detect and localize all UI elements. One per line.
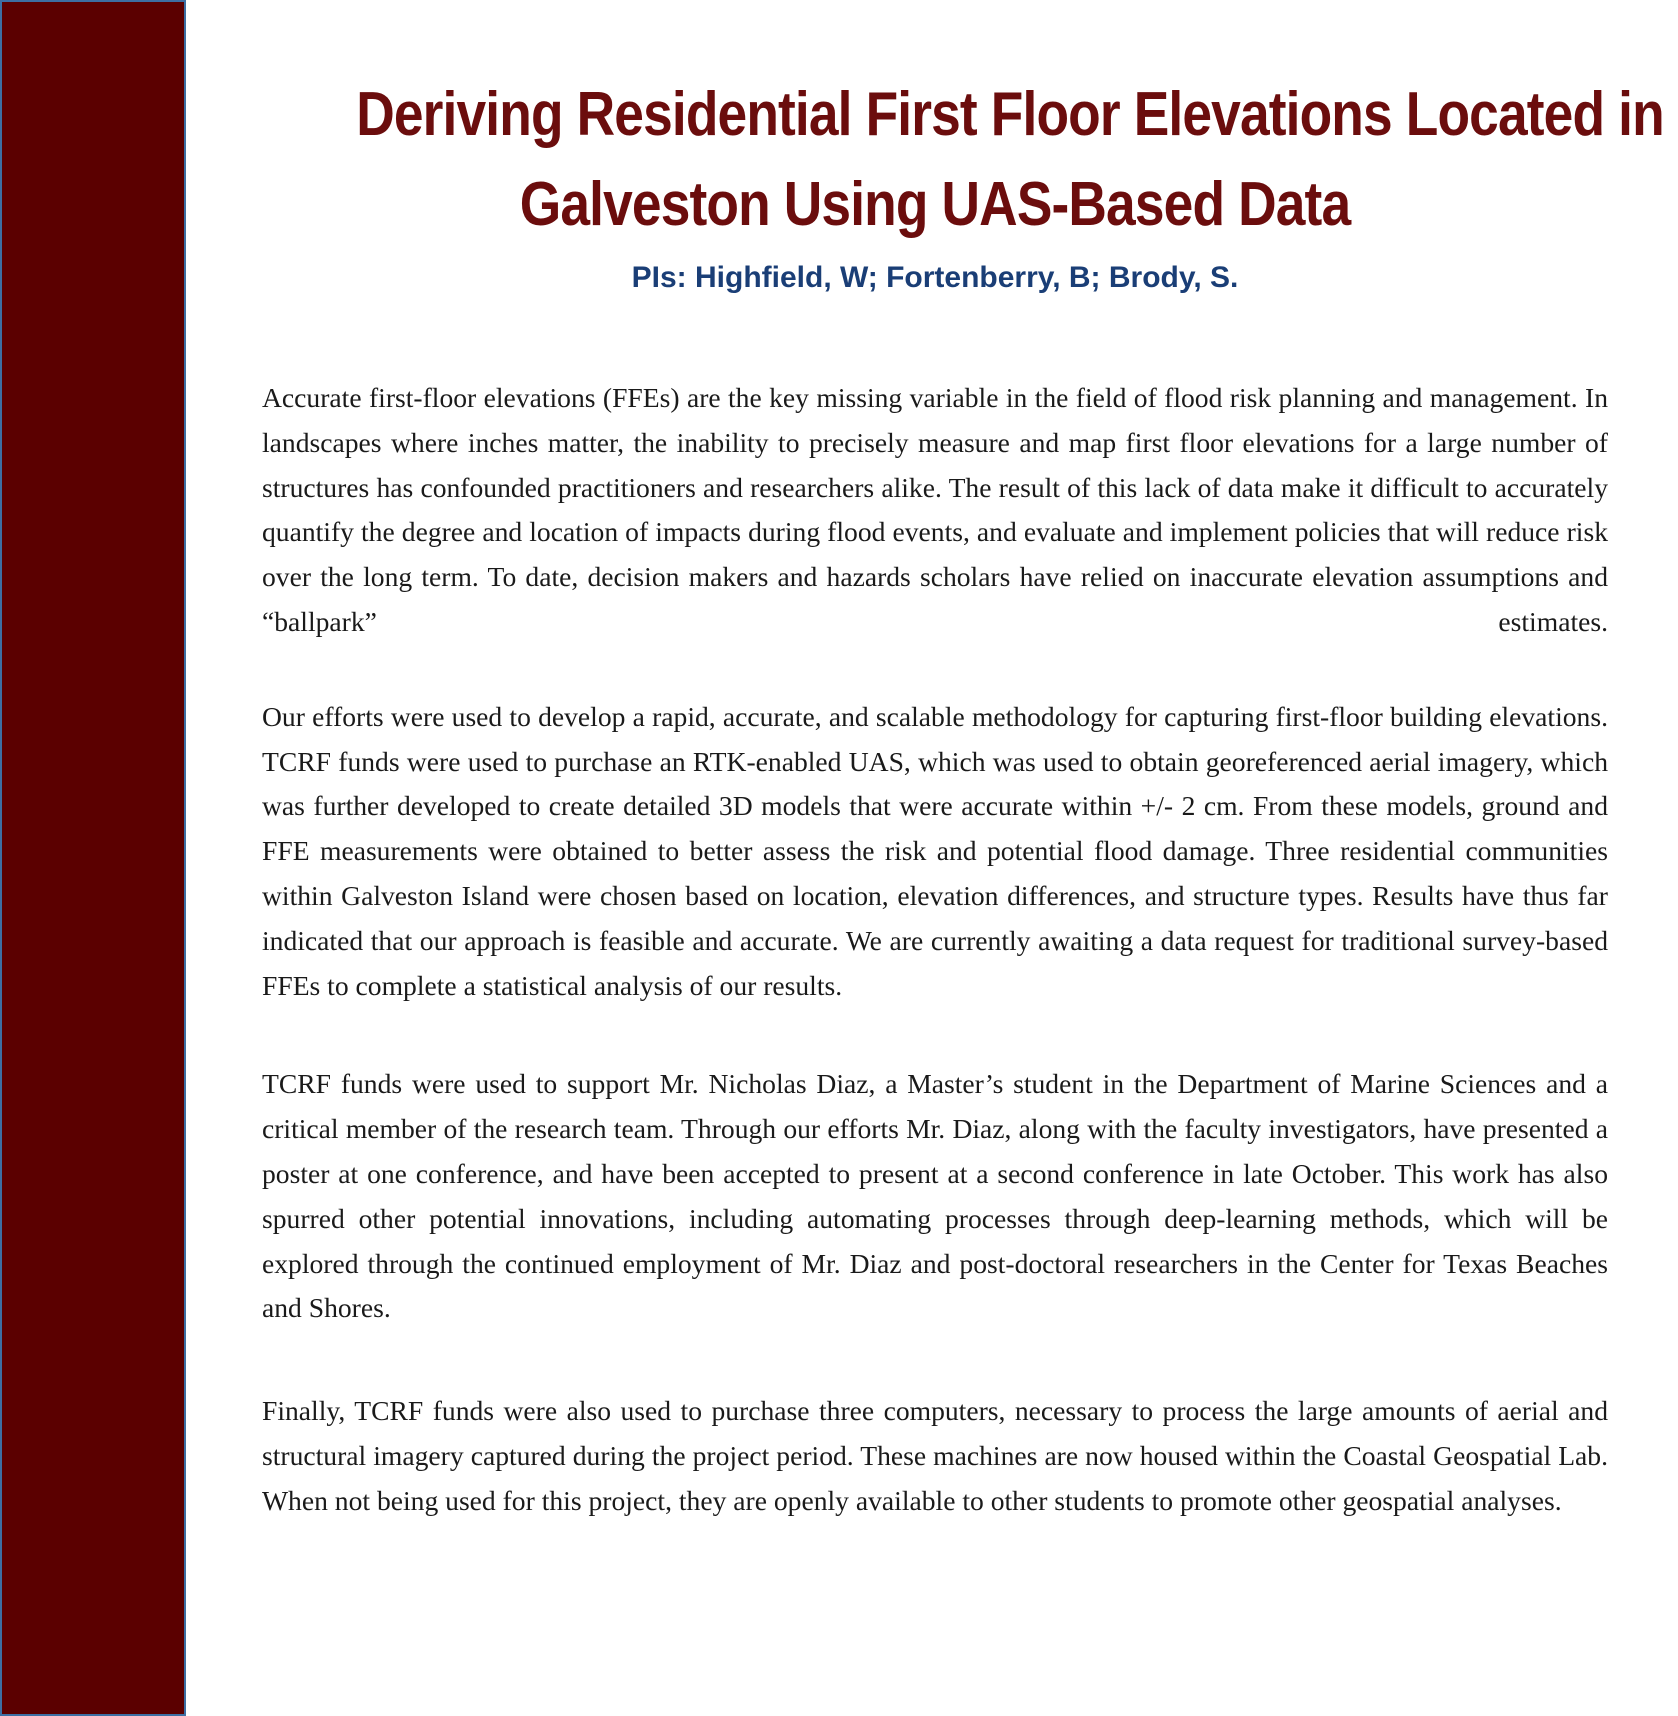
body-text	[262, 376, 1608, 1524]
paragraph-1: Accurate first-floor elevations (FFEs) are the key missing variable in the field of flood risk planning and management. In landscapes where inches matter, the inability to precisely measure and map first floor elevations for a large number of structures has confounded practitioners and researchers alike. The result of this lack of data make it difficult to accurately quantify the degree and location of impacts during flood events, and evaluate and implement policies that will reduce risk over the long term. To date, decision makers and hazards scholars have relied on inaccurate elevation assumptions and “ballpark” estimates.	[262, 382, 1608, 637]
document-content	[262, 70, 1664, 1524]
paragraph-2: Our efforts were used to develop a rapid, accurate, and scalable methodology for capturing first-floor building elevations. TCRF funds were used to purchase an RTK-enabled UAS, which was used to obtain georeferenced aerial imagery, which was further developed to create detailed 3D models that were accurate within +/- 2 cm. From these models, ground and FFE measurements were obtained to better assess the risk and potential flood damage. Three residential communities within Galveston Island were chosen based on location, elevation differences, and structure types. Results have thus far indicated that our approach is feasible and accurate. We are currently awaiting a data request for traditional survey-based FFEs to complete a statistical analysis of our results.	[262, 700, 1608, 1001]
title-line-1: Deriving Residential First Floor Elevations Located in	[356, 80, 1664, 149]
paragraph-3: TCRF funds were used to support Mr. Nicholas Diaz, a Master’s student in the Department of Marine Sciences and a critical member of the research team. Through our efforts Mr. Diaz, along with the faculty investigators, have presented a poster at one conference, and have been accepted to present at a second conference in late October. This work has also spurred other potential innovations, including automating processes through deep-learning methods, which will be explored through the continued employment of Mr. Diaz and post-doctoral researchers in the Center for Texas Beaches and Shores.	[262, 1068, 1608, 1324]
principal-investigators: PIs: Highfield, W; Fortenberry, B; Brody, S.	[631, 261, 1239, 294]
left-sidebar-band	[0, 0, 186, 1716]
paragraph-4: Finally, TCRF funds were also used to purchase three computers, necessary to process the large amounts of aerial and structural imagery captured during the project period. These machines are now housed within the Coastal Geospatial Lab. When not being used for this project, they are openly available to other students to promote other geospatial analyses.	[262, 1395, 1608, 1516]
document-title	[356, 70, 1664, 250]
title-line-2: Galveston Using UAS-Based Data	[519, 170, 1351, 239]
